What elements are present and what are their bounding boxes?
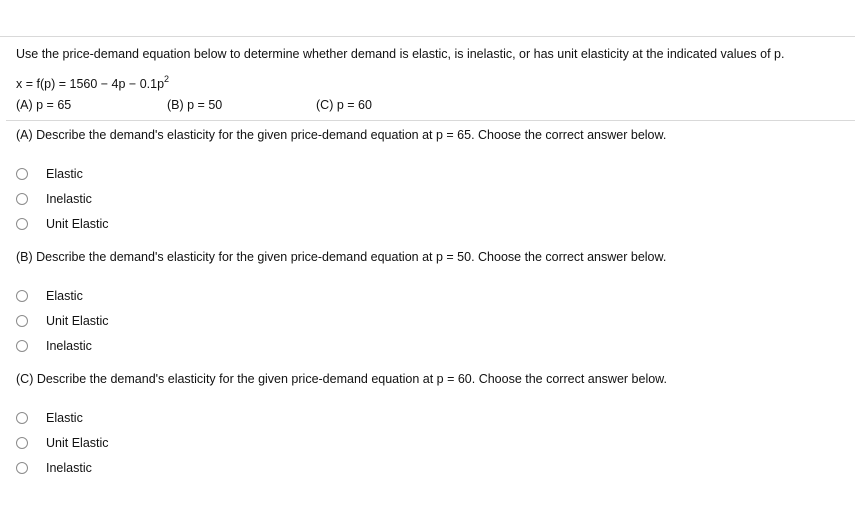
part-a-value: (A) p = 65 (16, 98, 72, 112)
top-divider (0, 36, 855, 37)
option-label: Elastic (46, 167, 83, 181)
question-c-prompt: (C) Describe the demand's elasticity for the given price-demand equation at p = 60. Choose the correct answer below. (16, 372, 667, 386)
option-label: Inelastic (46, 192, 92, 206)
radio-button[interactable] (16, 315, 28, 327)
part-b-value: (B) p = 50 (167, 98, 223, 112)
option-label: Unit Elastic (46, 314, 109, 328)
equation-exponent: 2 (164, 73, 170, 84)
question-b-prompt: (B) Describe the demand's elasticity for the given price-demand equation at p = 50. Choose the correct answer below. (16, 250, 667, 264)
option-b-unit-elastic[interactable] (16, 312, 109, 330)
part-c-value: (C) p = 60 (316, 98, 372, 112)
radio-button[interactable] (16, 290, 28, 302)
option-b-elastic[interactable] (16, 287, 83, 305)
option-label: Elastic (46, 289, 83, 303)
radio-button[interactable] (16, 437, 28, 449)
option-c-unit-elastic[interactable] (16, 434, 109, 452)
radio-button[interactable] (16, 340, 28, 352)
instructions-text: Use the price-demand equation below to determine whether demand is elastic, is inelastic, or has unit elasticity at the indicated values of p. (16, 47, 785, 61)
option-a-inelastic[interactable] (16, 190, 92, 208)
option-label: Elastic (46, 411, 83, 425)
radio-button[interactable] (16, 462, 28, 474)
section-divider (6, 120, 855, 121)
option-label: Inelastic (46, 461, 92, 475)
radio-button[interactable] (16, 412, 28, 424)
radio-button[interactable] (16, 218, 28, 230)
option-c-inelastic[interactable] (16, 459, 92, 477)
equation-main: x = f(p) = 1560 − 4p − 0.1p (16, 77, 165, 91)
option-a-unit-elastic[interactable] (16, 215, 109, 233)
question-a-prompt: (A) Describe the demand's elasticity for the given price-demand equation at p = 65. Choose the correct answer below. (16, 128, 667, 142)
option-c-elastic[interactable] (16, 409, 83, 427)
option-label: Unit Elastic (46, 436, 109, 450)
option-label: Unit Elastic (46, 217, 109, 231)
radio-button[interactable] (16, 168, 28, 180)
equation (16, 73, 170, 92)
radio-button[interactable] (16, 193, 28, 205)
option-label: Inelastic (46, 339, 92, 353)
option-a-elastic[interactable] (16, 165, 83, 183)
option-b-inelastic[interactable] (16, 337, 92, 355)
